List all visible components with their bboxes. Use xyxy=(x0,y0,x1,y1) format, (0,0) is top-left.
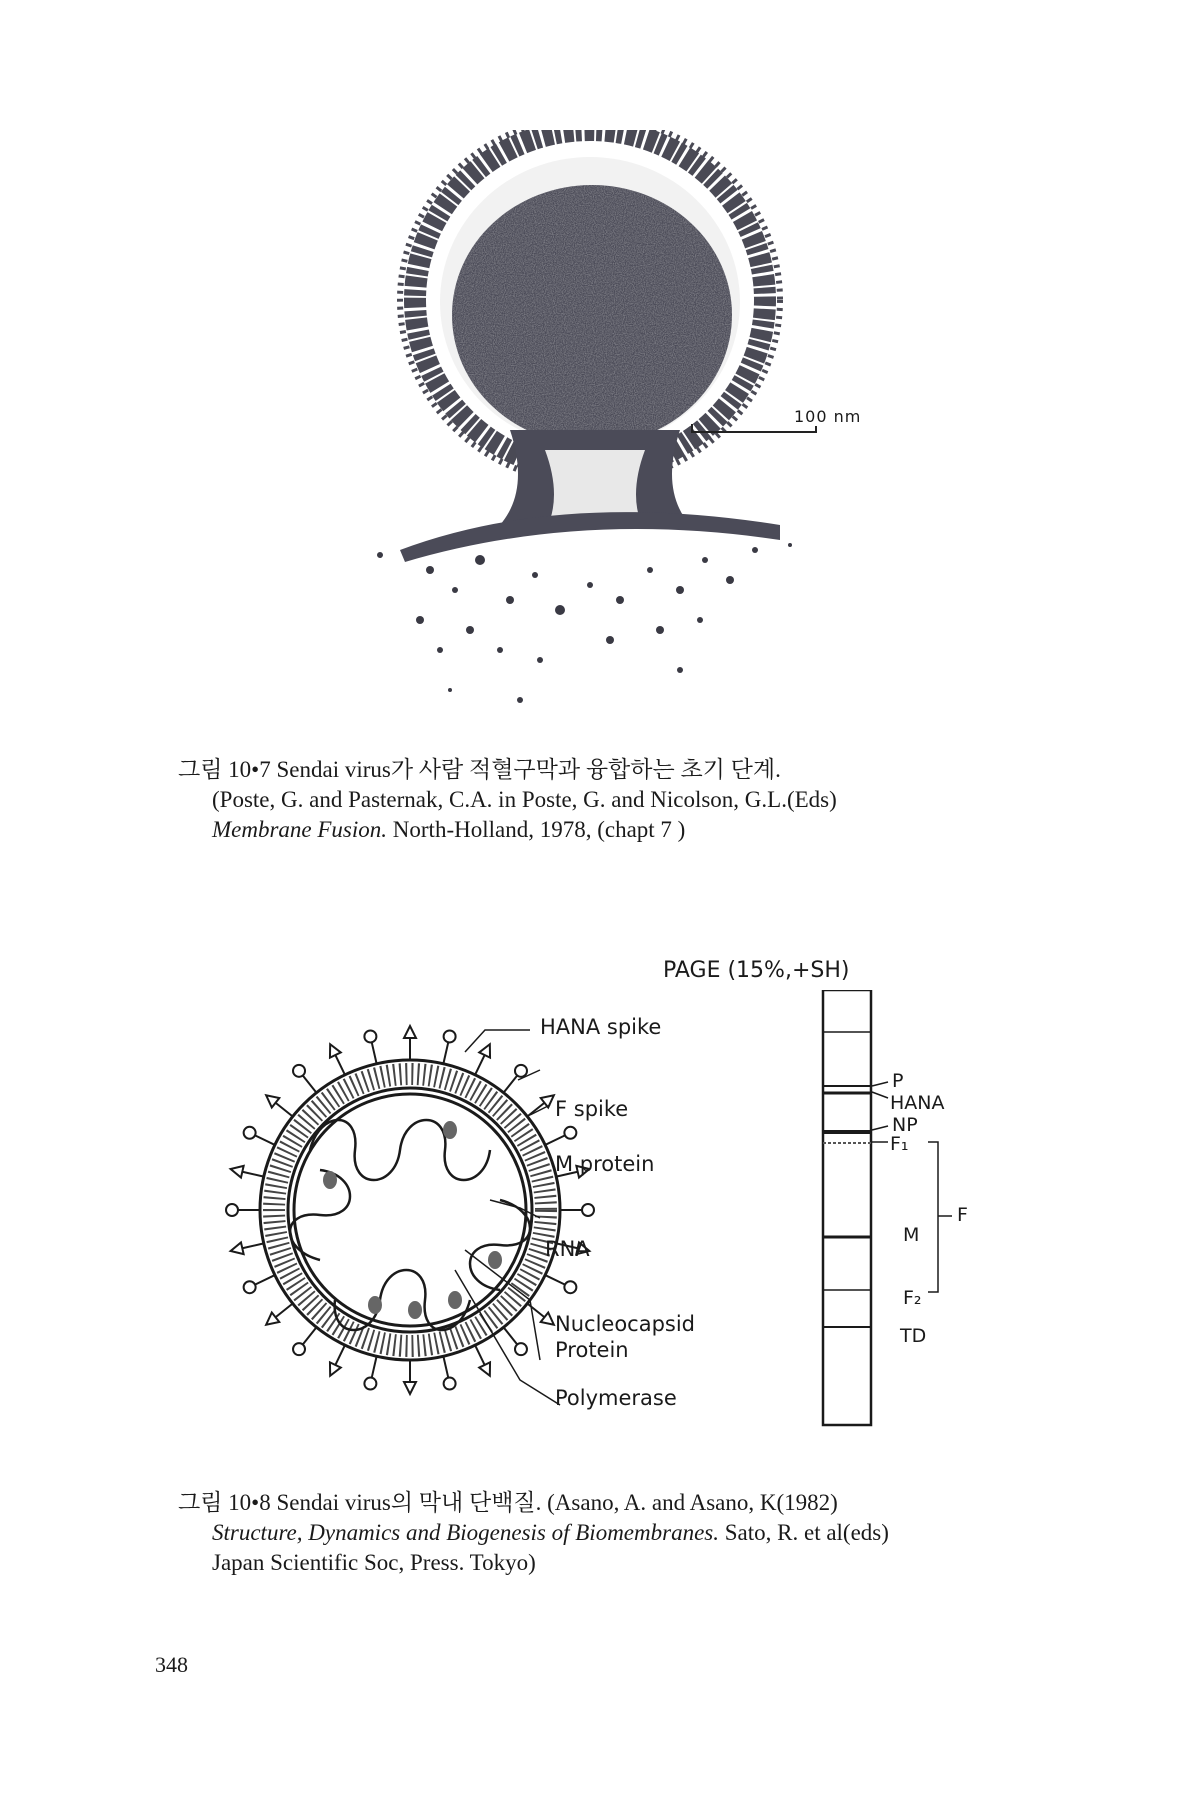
caption-line: Japan Scientific Soc, Press. Tokyo) xyxy=(212,1550,536,1575)
spike-stalk xyxy=(443,1042,448,1063)
hana-spike-head xyxy=(444,1378,456,1390)
hana-spike-head xyxy=(515,1065,527,1077)
spike-stalk xyxy=(242,1172,263,1177)
spike-stalk xyxy=(545,1135,565,1145)
gel-label-f1: F₁ xyxy=(890,1133,909,1155)
spike-stalk xyxy=(276,1304,293,1318)
cell-membrane xyxy=(400,512,780,562)
caption-book-title: Membrane Fusion. xyxy=(212,817,388,842)
spike-stalk xyxy=(335,1345,345,1365)
caption-citation: (Poste, G. and Pasternak, C.A. in Poste, G. and Nicolson, G.L.(Eds) xyxy=(212,787,837,812)
label-hana-spike: HANA spike xyxy=(540,1015,662,1039)
caption-line: 그림 10•7 Sendai virus가 사람 적혈구막과 융합하는 초기 단계. xyxy=(178,757,781,782)
spike-stalk xyxy=(545,1275,565,1285)
label-m-protein: M protein xyxy=(555,1152,655,1176)
hana-spike-head xyxy=(564,1127,576,1139)
f-spike-head xyxy=(231,1242,244,1254)
caption-editors: Sato, R. et al(eds) xyxy=(719,1520,889,1545)
caption-book-title: Structure, Dynamics and Biogenesis of Biomembranes. xyxy=(212,1520,719,1545)
hana-spike-head xyxy=(515,1343,527,1355)
hana-spike-head xyxy=(244,1281,256,1293)
spike-stalk xyxy=(255,1135,275,1145)
gel-label-td: TD xyxy=(900,1325,927,1347)
spike-stalk xyxy=(443,1356,448,1377)
f-spike-head xyxy=(479,1044,490,1057)
f-spike-head xyxy=(404,1026,416,1038)
spike-stalk xyxy=(303,1076,317,1093)
gel-label-p: P xyxy=(892,1070,904,1092)
gel-label-hana: HANA xyxy=(890,1092,945,1114)
spike-stalk xyxy=(475,1055,485,1075)
spike-stalk xyxy=(242,1243,263,1248)
f-spike-head xyxy=(479,1362,490,1375)
label-nucleocapsid: Nucleocapsid xyxy=(555,1312,696,1336)
label-f-spike: F spike xyxy=(555,1097,629,1121)
f-spike-head xyxy=(541,1313,554,1325)
spike-stalk xyxy=(276,1103,293,1117)
f-spike-head xyxy=(231,1166,244,1178)
gel-label-m: M xyxy=(903,1224,920,1246)
figure-10-7-caption xyxy=(178,755,1078,845)
gel-label-f: F xyxy=(957,1204,968,1226)
caption-line xyxy=(178,1518,1078,1548)
hana-spike-head xyxy=(564,1281,576,1293)
spike-stalk xyxy=(335,1055,345,1075)
f-spike-head xyxy=(330,1362,341,1375)
label-polymerase: Polymerase xyxy=(555,1386,677,1410)
gel-label-np: NP xyxy=(892,1114,918,1136)
figure-10-8-caption xyxy=(178,1488,1078,1578)
f-spike-head xyxy=(330,1044,341,1057)
spike-stalk xyxy=(372,1356,377,1377)
gel-label-f2: F₂ xyxy=(903,1287,922,1309)
f-spike-head xyxy=(266,1313,279,1325)
caption-line xyxy=(178,785,1078,815)
hana-spike-head xyxy=(244,1127,256,1139)
hana-spike-head xyxy=(226,1204,238,1216)
spike-stalk xyxy=(504,1076,518,1093)
spike-stalk xyxy=(527,1304,544,1318)
hana-spike-head xyxy=(364,1030,376,1042)
spike-stalk xyxy=(504,1327,518,1344)
spike-stalk xyxy=(255,1275,275,1285)
page-number: 348 xyxy=(155,1652,188,1677)
spike-stalk xyxy=(372,1042,377,1063)
spike-stalk xyxy=(475,1345,485,1365)
caption-line xyxy=(178,815,1078,845)
label-protein: Protein xyxy=(555,1338,629,1362)
caption-line: 그림 10•8 Sendai virus의 막내 단백질. (Asano, A. and Asano, K(1982) xyxy=(178,1490,838,1515)
hana-spike-head xyxy=(364,1378,376,1390)
hana-spike-head xyxy=(444,1030,456,1042)
caption-publisher: North-Holland, 1978, (chapt 7 ) xyxy=(387,817,686,842)
hana-spike-head xyxy=(582,1204,594,1216)
f-spike-head xyxy=(266,1095,279,1107)
hana-spike-head xyxy=(293,1065,305,1077)
scale-bar-label: 100 nm xyxy=(790,407,865,426)
hana-spike-head xyxy=(293,1343,305,1355)
spike-stalk xyxy=(303,1327,317,1344)
f-spike-head xyxy=(404,1382,416,1394)
gel-title: PAGE (15%,+SH) xyxy=(663,958,850,983)
label-rna: RNA xyxy=(545,1237,590,1261)
